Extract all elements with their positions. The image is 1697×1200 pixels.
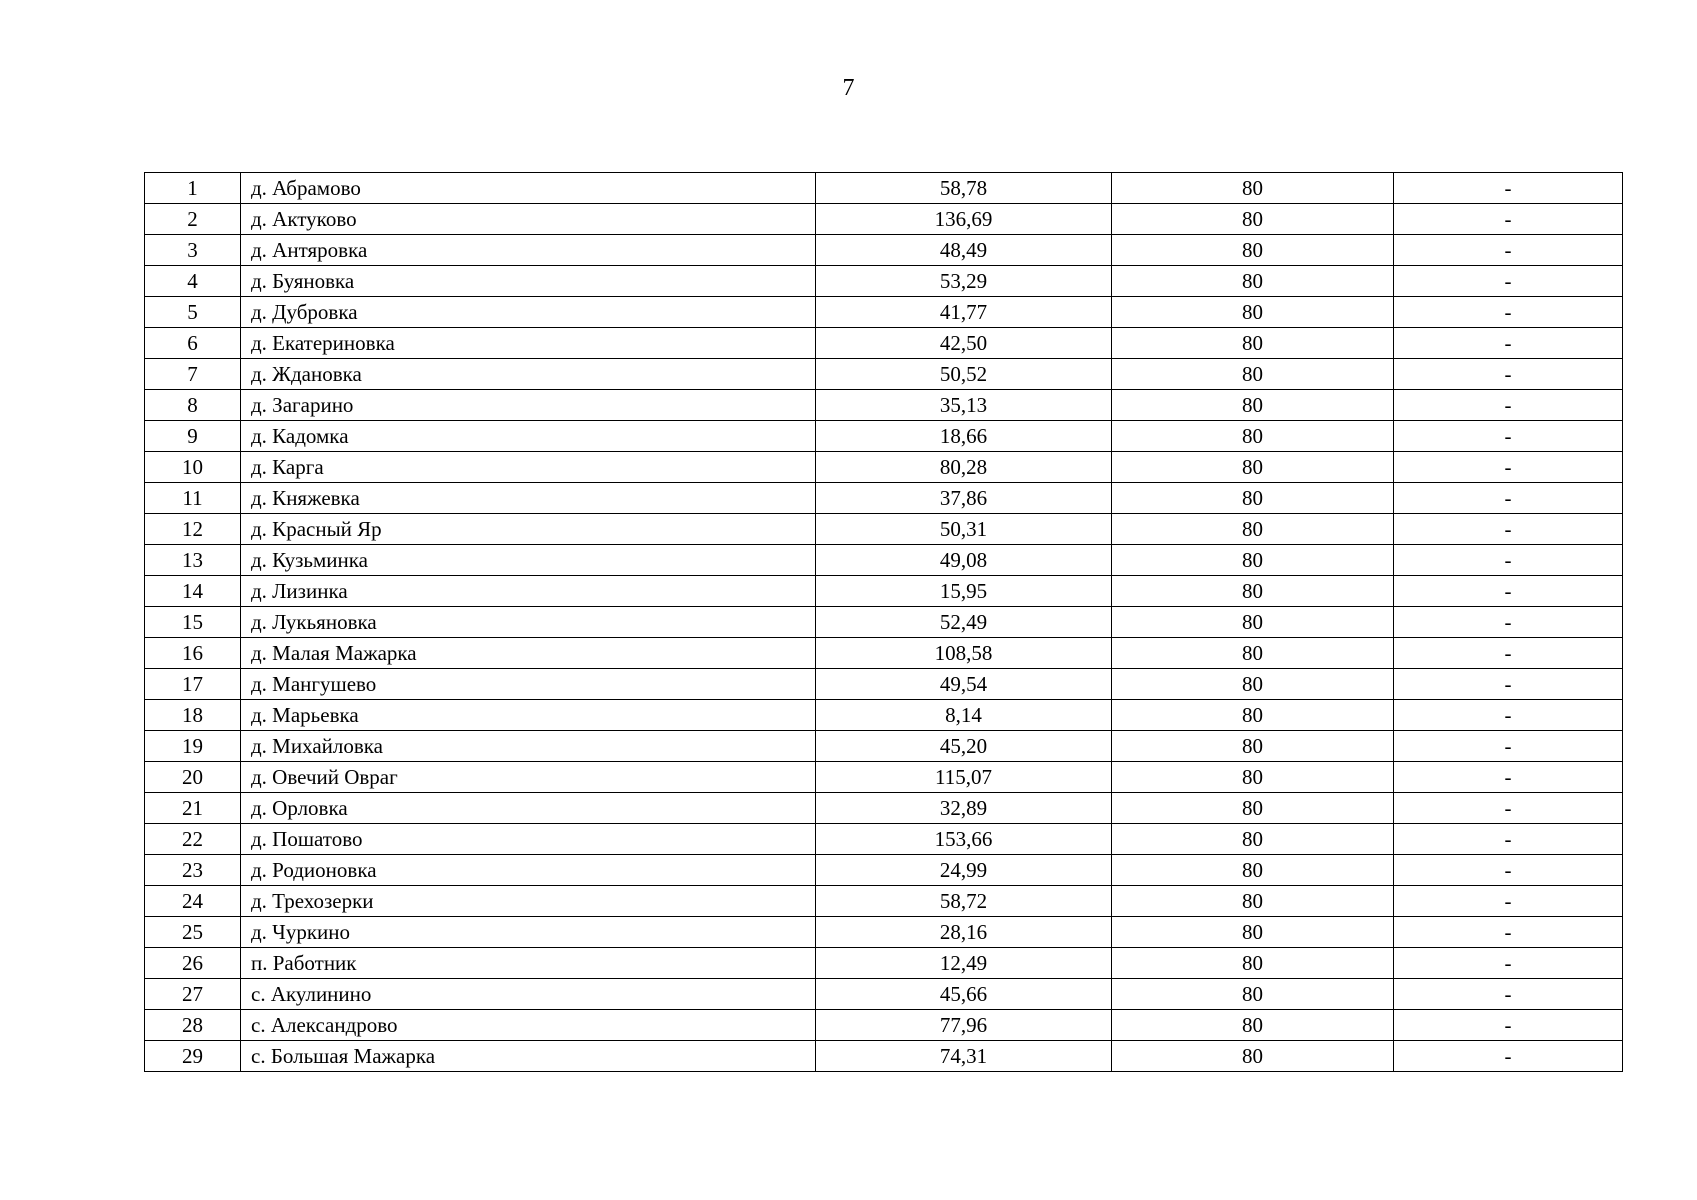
- value-cell: 58,78: [816, 173, 1112, 204]
- row-number-cell: 7: [145, 359, 241, 390]
- norm-cell: 80: [1112, 452, 1394, 483]
- row-number-cell: 26: [145, 948, 241, 979]
- table-row: [145, 731, 1623, 762]
- settlement-name-cell: д. Княжевка: [241, 483, 816, 514]
- table-row: [145, 235, 1623, 266]
- settlement-name-cell: д. Антяровка: [241, 235, 816, 266]
- norm-cell: 80: [1112, 731, 1394, 762]
- row-number-cell: 1: [145, 173, 241, 204]
- settlement-name-cell: д. Пошатово: [241, 824, 816, 855]
- norm-cell: 80: [1112, 886, 1394, 917]
- norm-cell: 80: [1112, 762, 1394, 793]
- table-row: [145, 762, 1623, 793]
- dash-cell: -: [1394, 390, 1623, 421]
- value-cell: 108,58: [816, 638, 1112, 669]
- norm-cell: 80: [1112, 979, 1394, 1010]
- value-cell: 35,13: [816, 390, 1112, 421]
- value-cell: 32,89: [816, 793, 1112, 824]
- settlement-name-cell: д. Лизинка: [241, 576, 816, 607]
- table-row: [145, 576, 1623, 607]
- value-cell: 45,20: [816, 731, 1112, 762]
- table-row: [145, 948, 1623, 979]
- table-row: [145, 204, 1623, 235]
- norm-cell: 80: [1112, 669, 1394, 700]
- row-number-cell: 4: [145, 266, 241, 297]
- table-row: [145, 545, 1623, 576]
- table-row: [145, 638, 1623, 669]
- value-cell: 53,29: [816, 266, 1112, 297]
- norm-cell: 80: [1112, 1041, 1394, 1072]
- row-number-cell: 11: [145, 483, 241, 514]
- dash-cell: -: [1394, 1041, 1623, 1072]
- dash-cell: -: [1394, 762, 1623, 793]
- value-cell: 74,31: [816, 1041, 1112, 1072]
- dash-cell: -: [1394, 979, 1623, 1010]
- value-cell: 115,07: [816, 762, 1112, 793]
- norm-cell: 80: [1112, 359, 1394, 390]
- norm-cell: 80: [1112, 514, 1394, 545]
- table-row: [145, 669, 1623, 700]
- settlement-name-cell: д. Лукьяновка: [241, 607, 816, 638]
- settlement-name-cell: п. Работник: [241, 948, 816, 979]
- value-cell: 153,66: [816, 824, 1112, 855]
- table-row: [145, 297, 1623, 328]
- table-row: [145, 979, 1623, 1010]
- value-cell: 49,54: [816, 669, 1112, 700]
- row-number-cell: 27: [145, 979, 241, 1010]
- row-number-cell: 12: [145, 514, 241, 545]
- table-row: [145, 359, 1623, 390]
- settlements-table: [144, 172, 1623, 1072]
- settlement-name-cell: д. Орловка: [241, 793, 816, 824]
- value-cell: 58,72: [816, 886, 1112, 917]
- norm-cell: 80: [1112, 855, 1394, 886]
- value-cell: 8,14: [816, 700, 1112, 731]
- row-number-cell: 19: [145, 731, 241, 762]
- settlement-name-cell: д. Малая Мажарка: [241, 638, 816, 669]
- settlement-name-cell: д. Михайловка: [241, 731, 816, 762]
- norm-cell: 80: [1112, 1010, 1394, 1041]
- table-row: [145, 824, 1623, 855]
- row-number-cell: 8: [145, 390, 241, 421]
- norm-cell: 80: [1112, 824, 1394, 855]
- settlement-name-cell: д. Родионовка: [241, 855, 816, 886]
- dash-cell: -: [1394, 824, 1623, 855]
- settlement-name-cell: д. Овечий Овраг: [241, 762, 816, 793]
- settlement-name-cell: д. Дубровка: [241, 297, 816, 328]
- dash-cell: -: [1394, 576, 1623, 607]
- dash-cell: -: [1394, 235, 1623, 266]
- dash-cell: -: [1394, 855, 1623, 886]
- dash-cell: -: [1394, 948, 1623, 979]
- row-number-cell: 24: [145, 886, 241, 917]
- settlement-name-cell: д. Кадомка: [241, 421, 816, 452]
- settlement-name-cell: д. Карга: [241, 452, 816, 483]
- dash-cell: -: [1394, 421, 1623, 452]
- dash-cell: -: [1394, 917, 1623, 948]
- value-cell: 80,28: [816, 452, 1112, 483]
- settlement-name-cell: д. Буяновка: [241, 266, 816, 297]
- norm-cell: 80: [1112, 421, 1394, 452]
- row-number-cell: 6: [145, 328, 241, 359]
- norm-cell: 80: [1112, 917, 1394, 948]
- row-number-cell: 22: [145, 824, 241, 855]
- settlement-name-cell: д. Мангушево: [241, 669, 816, 700]
- row-number-cell: 14: [145, 576, 241, 607]
- value-cell: 37,86: [816, 483, 1112, 514]
- row-number-cell: 25: [145, 917, 241, 948]
- row-number-cell: 17: [145, 669, 241, 700]
- table-row: [145, 855, 1623, 886]
- dash-cell: -: [1394, 297, 1623, 328]
- norm-cell: 80: [1112, 607, 1394, 638]
- row-number-cell: 21: [145, 793, 241, 824]
- dash-cell: -: [1394, 793, 1623, 824]
- norm-cell: 80: [1112, 266, 1394, 297]
- row-number-cell: 20: [145, 762, 241, 793]
- table-row: [145, 1041, 1623, 1072]
- page-number: 7: [842, 75, 855, 101]
- settlement-name-cell: д. Абрамово: [241, 173, 816, 204]
- dash-cell: -: [1394, 700, 1623, 731]
- table-row: [145, 421, 1623, 452]
- norm-cell: 80: [1112, 545, 1394, 576]
- settlement-name-cell: д. Актуково: [241, 204, 816, 235]
- dash-cell: -: [1394, 514, 1623, 545]
- settlement-name-cell: с. Большая Мажарка: [241, 1041, 816, 1072]
- norm-cell: 80: [1112, 948, 1394, 979]
- dash-cell: -: [1394, 545, 1623, 576]
- value-cell: 18,66: [816, 421, 1112, 452]
- value-cell: 41,77: [816, 297, 1112, 328]
- row-number-cell: 2: [145, 204, 241, 235]
- value-cell: 50,52: [816, 359, 1112, 390]
- row-number-cell: 15: [145, 607, 241, 638]
- dash-cell: -: [1394, 266, 1623, 297]
- dash-cell: -: [1394, 483, 1623, 514]
- table-row: [145, 917, 1623, 948]
- dash-cell: -: [1394, 731, 1623, 762]
- value-cell: 50,31: [816, 514, 1112, 545]
- settlement-name-cell: д. Екатериновка: [241, 328, 816, 359]
- norm-cell: 80: [1112, 390, 1394, 421]
- row-number-cell: 23: [145, 855, 241, 886]
- row-number-cell: 5: [145, 297, 241, 328]
- table-row: [145, 700, 1623, 731]
- norm-cell: 80: [1112, 700, 1394, 731]
- dash-cell: -: [1394, 607, 1623, 638]
- value-cell: 15,95: [816, 576, 1112, 607]
- norm-cell: 80: [1112, 173, 1394, 204]
- table-row: [145, 886, 1623, 917]
- table-body: [145, 173, 1623, 1072]
- row-number-cell: 9: [145, 421, 241, 452]
- norm-cell: 80: [1112, 638, 1394, 669]
- norm-cell: 80: [1112, 483, 1394, 514]
- norm-cell: 80: [1112, 576, 1394, 607]
- settlement-name-cell: д. Марьевка: [241, 700, 816, 731]
- value-cell: 28,16: [816, 917, 1112, 948]
- dash-cell: -: [1394, 1010, 1623, 1041]
- norm-cell: 80: [1112, 204, 1394, 235]
- row-number-cell: 16: [145, 638, 241, 669]
- value-cell: 52,49: [816, 607, 1112, 638]
- table-row: [145, 607, 1623, 638]
- value-cell: 136,69: [816, 204, 1112, 235]
- dash-cell: -: [1394, 173, 1623, 204]
- table-row: [145, 390, 1623, 421]
- value-cell: 45,66: [816, 979, 1112, 1010]
- settlement-name-cell: д. Ждановка: [241, 359, 816, 390]
- norm-cell: 80: [1112, 328, 1394, 359]
- value-cell: 48,49: [816, 235, 1112, 266]
- row-number-cell: 28: [145, 1010, 241, 1041]
- table-row: [145, 1010, 1623, 1041]
- table-row: [145, 266, 1623, 297]
- row-number-cell: 29: [145, 1041, 241, 1072]
- table-row: [145, 328, 1623, 359]
- dash-cell: -: [1394, 328, 1623, 359]
- settlement-name-cell: с. Александрово: [241, 1010, 816, 1041]
- table-row: [145, 514, 1623, 545]
- norm-cell: 80: [1112, 297, 1394, 328]
- row-number-cell: 10: [145, 452, 241, 483]
- settlement-name-cell: д. Загарино: [241, 390, 816, 421]
- dash-cell: -: [1394, 452, 1623, 483]
- dash-cell: -: [1394, 359, 1623, 390]
- row-number-cell: 18: [145, 700, 241, 731]
- table-row: [145, 173, 1623, 204]
- value-cell: 12,49: [816, 948, 1112, 979]
- value-cell: 42,50: [816, 328, 1112, 359]
- settlement-name-cell: д. Чуркино: [241, 917, 816, 948]
- row-number-cell: 3: [145, 235, 241, 266]
- settlement-name-cell: д. Кузьминка: [241, 545, 816, 576]
- norm-cell: 80: [1112, 235, 1394, 266]
- settlement-name-cell: с. Акулинино: [241, 979, 816, 1010]
- table-row: [145, 483, 1623, 514]
- row-number-cell: 13: [145, 545, 241, 576]
- dash-cell: -: [1394, 638, 1623, 669]
- settlement-name-cell: д. Трехозерки: [241, 886, 816, 917]
- value-cell: 24,99: [816, 855, 1112, 886]
- dash-cell: -: [1394, 886, 1623, 917]
- value-cell: 49,08: [816, 545, 1112, 576]
- norm-cell: 80: [1112, 793, 1394, 824]
- table-row: [145, 793, 1623, 824]
- dash-cell: -: [1394, 669, 1623, 700]
- table-row: [145, 452, 1623, 483]
- value-cell: 77,96: [816, 1010, 1112, 1041]
- settlement-name-cell: д. Красный Яр: [241, 514, 816, 545]
- dash-cell: -: [1394, 204, 1623, 235]
